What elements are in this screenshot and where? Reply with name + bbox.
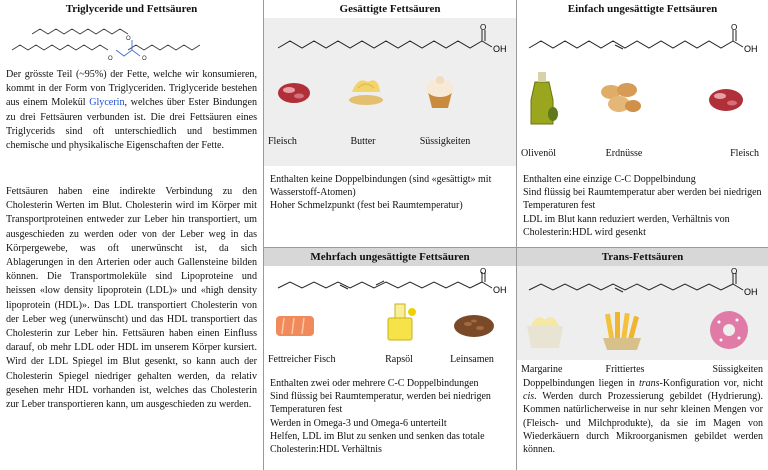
poly-desc-line: Werden in Omega-3 und Omega-6 unterteilt bbox=[270, 417, 447, 429]
salmon-icon bbox=[272, 310, 318, 340]
olive-oil-icon bbox=[525, 70, 559, 128]
peanuts-icon bbox=[597, 78, 643, 118]
food-label-fried: Frittiertes bbox=[605, 364, 645, 375]
saturated-desc-line: Enthalten keine Doppelbindungen (sind «gesättigt» mit Wasserstoff-Atomen) bbox=[270, 174, 492, 199]
poly-desc-line: Enthalten zwei oder mehrere C-C Doppelbindungen bbox=[270, 378, 479, 389]
donut-icon bbox=[707, 308, 751, 352]
oxygen-label: O bbox=[480, 268, 487, 276]
saturated-description bbox=[270, 173, 512, 213]
linseed-icon bbox=[450, 306, 498, 340]
saturated-panel bbox=[264, 18, 516, 166]
oxygen-label: O bbox=[480, 24, 487, 32]
cholesterol-paragraph: Fettsäuren haben eine indirekte Verbindung zu den Cholesterin Werten im Blut. Cholesterin wird im Körper mit Transportproteinen entweder zur Leber hin transportiert, um ausgeschieden zu werden oder von der Leber weg in das Körpergewebe, was oft unerwünscht ist, da sich Ablagerungen in den Arterien oder auch Gallensteine bilden können. Die Transportmoleküle sind Lipoproteine und heissen «low density lipoprotein (LDL)» und «high density lipoprotein (HDL)». Das LDL transportiert Cholesterin von der Leber weg (unerwünscht) und das HDL transportiert das Cholesterin zur Leber hin. Fettsäuren haben einen Einfluss darauf, ob mehr LDL oder HDL im unserem Körper kursiert. Wird der LDL Spiegel im Blut gesenkt, so kann auch der Cholesterin Spiegel niedriger gehalten werden, da relativ gesehen mehr HDL vorhanden ist, welches das Cholesterin zur Leber transportieren kann, um ausgeschieden zu werden. bbox=[6, 186, 257, 411]
food-label-olive-oil: Olivenöl bbox=[521, 148, 556, 159]
triglyceride-header: Triglyceride und Fettsäuren bbox=[0, 0, 263, 18]
mono-description bbox=[523, 173, 763, 239]
trans-description bbox=[523, 377, 763, 456]
trans-panel bbox=[517, 266, 768, 360]
cis-term: cis bbox=[523, 391, 535, 403]
trans-acid-structure bbox=[525, 268, 763, 306]
trans-desc-text: -Konfiguration vor, nicht bbox=[659, 378, 763, 389]
food-label-linseed: Leinsamen bbox=[450, 354, 494, 365]
food-label-meat: Fleisch bbox=[268, 136, 297, 147]
food-label-fish: Fettreicher Fisch bbox=[268, 354, 336, 365]
mono-panel bbox=[517, 18, 768, 168]
saturated-header: Gesättigte Fettsäuren bbox=[264, 0, 516, 18]
glycerin-link[interactable]: Glycerin bbox=[89, 97, 125, 109]
hydroxyl-label: OH bbox=[744, 44, 758, 54]
hydroxyl-label: OH bbox=[493, 44, 507, 54]
hydroxyl-label: OH bbox=[744, 287, 758, 297]
trans-term: trans bbox=[638, 378, 660, 389]
mono-desc-line: LDL im Blut kann reduziert werden, Verhältnis von Cholesterin:HDL wird gesenkt bbox=[523, 213, 730, 238]
trans-desc-text: Doppelbindungen liegen in bbox=[523, 378, 639, 389]
svg-text:O: O bbox=[108, 56, 113, 62]
margarine-icon bbox=[523, 308, 567, 352]
food-label-rapeseed: Rapsöl bbox=[385, 354, 413, 365]
rapeseed-oil-icon bbox=[382, 300, 418, 342]
mono-desc-line: Sind flüssig bei Raumtemperatur aber werden bei niedrigen Temperaturen fest bbox=[523, 187, 762, 212]
poly-panel bbox=[264, 266, 516, 350]
saturated-acid-structure bbox=[274, 24, 510, 64]
poly-desc-line: Helfen, LDL im Blut zu senken und senken das totale Cholesterin:HDL Verhältnis bbox=[270, 430, 485, 456]
mono-acid-structure bbox=[525, 24, 763, 64]
mono-desc-line: Enthalten eine einzige C-C Doppelbindung bbox=[523, 174, 696, 185]
meat-icon bbox=[274, 74, 314, 108]
poly-header: Mehrfach ungesättigte Fettsäuren bbox=[264, 248, 516, 266]
food-label-sweets: Süssigkeiten bbox=[419, 136, 471, 147]
mono-header: Einfach ungesättigte Fettsäuren bbox=[517, 0, 768, 18]
right-column bbox=[517, 0, 768, 470]
trans-header: Trans-Fettsäuren bbox=[517, 248, 768, 266]
food-label-peanuts: Erdnüsse bbox=[605, 148, 643, 159]
poly-desc-line: Sind flüssig bei Raumtemperatur, werden bei niedrigen Temperaturen fest bbox=[270, 391, 491, 416]
poly-description bbox=[270, 377, 512, 456]
meat-icon bbox=[705, 80, 747, 118]
oxygen-label: O bbox=[731, 24, 738, 32]
cupcake-icon bbox=[420, 70, 460, 110]
middle-column bbox=[264, 0, 516, 470]
paragraph1-text: Der grösste Teil (~95%) der Fette, welche wir konsumieren, kommt in der Form von Triglyceriden. Triglyceride bestehen aus einem Molekül bbox=[6, 69, 257, 109]
saturated-desc-line: Hoher Schmelzpunkt (fest bei Raumtemperatur) bbox=[270, 200, 463, 212]
food-label-butter: Butter bbox=[350, 136, 376, 147]
food-label-sweets: Süssigkeiten bbox=[712, 364, 763, 375]
butter-icon bbox=[346, 70, 386, 108]
trans-desc-text: . Werden durch Prozessierung gebildet (Hydrierung). Kommen natürlicherweise in nur sehr kleinen Mengen vor (Fleisch- und Milchprodukte), da sie im Magen von Wiederkäuern durch Mikroorganismen gebildet werden können. bbox=[523, 391, 763, 456]
poly-acid-structure bbox=[274, 268, 510, 302]
paragraph1-text-end: , welches über Ester Bindungen zu drei Fettsäuren verbunden ist. Die drei Fettsäuren eines Triglycerids sind oft unterschiedlich und bestimmen chemische und physikalische Eigenschaften der Fette. bbox=[6, 97, 257, 152]
svg-text:O: O bbox=[126, 36, 131, 42]
triglyceride-paragraph bbox=[6, 68, 257, 153]
fries-icon bbox=[597, 308, 647, 352]
triglyceride-structure bbox=[4, 20, 204, 66]
oxygen-label: O bbox=[731, 268, 738, 276]
food-label-meat: Fleisch bbox=[730, 148, 759, 159]
hydroxyl-label: OH bbox=[493, 285, 507, 295]
left-column bbox=[0, 0, 263, 470]
food-label-margarine: Margarine bbox=[521, 364, 563, 375]
svg-text:O: O bbox=[142, 56, 147, 62]
